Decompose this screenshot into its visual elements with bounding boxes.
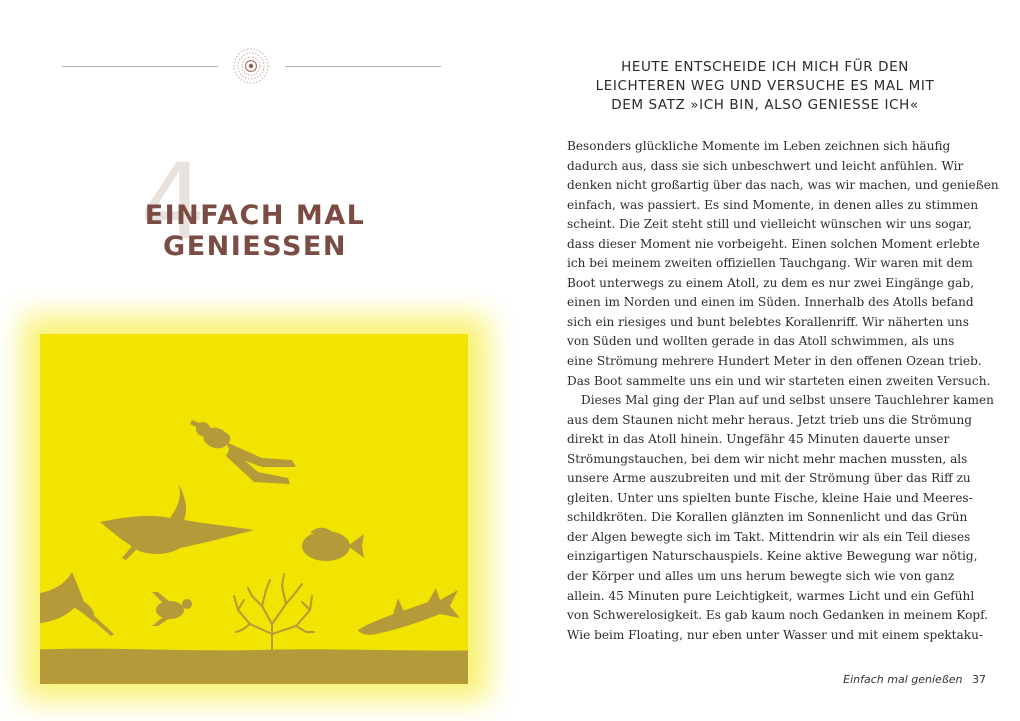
body-line: Besonders glückliche Momente im Leben zeichnen sich häufig	[567, 139, 951, 153]
body-line: Dieses Mal ging der Plan auf und selbst unsere Tauchlehrer kamen	[581, 393, 994, 408]
body-line: scheint. Die Zeit steht still und vielleicht wünschen wir uns sogar,	[567, 217, 972, 232]
top-rule-right	[285, 66, 441, 67]
chapter-title-line: EINFACH MAL	[144, 200, 366, 231]
body-line: denken nicht großartig über das nach, was wir machen, und genießen	[567, 178, 999, 193]
manta-ray-silhouette	[100, 484, 254, 560]
body-line: aus dem Staunen nicht mehr heraus. Jetzt trieb uns die Strömung	[567, 412, 972, 427]
body-line: Wie beim Floating, nur eben unter Wasser und mit einem spektaku-	[567, 627, 983, 642]
chapter-title-line: GENIESSEN	[163, 231, 347, 262]
sea-floor	[40, 649, 468, 684]
body-line: gleiten. Unter uns spielten bunte Fische, kleine Haie und Meeres-	[567, 490, 973, 505]
body-line: unsere Arme auszubreiten und mit der Strömung über das Riff zu	[567, 471, 971, 486]
body-line: Boot unterwegs zu einem Atoll, zu dem es nur zwei Eingänge gab,	[567, 275, 974, 290]
underwater-scene-svg	[40, 334, 468, 684]
body-line: schildkröten. Die Korallen glänzten im Sonnenlicht und das Grün	[567, 510, 968, 525]
body-line: sich ein riesiges und bunt belebtes Korallenriff. Wir näherten uns	[567, 314, 969, 329]
section-heading	[565, 58, 965, 115]
body-line: eine Strömung mehrere Hundert Meter in den offenen Ozean trieb.	[567, 354, 982, 369]
shark-silhouette	[358, 588, 460, 635]
body-line: dadurch aus, dass sie sich unbeschwert und leicht anfühlen. Wir	[567, 158, 964, 173]
body-line: von Schwerelosigkeit. Es gab kaum noch Gedanken in meinem Kopf.	[567, 608, 988, 623]
eagle-ray-silhouette	[40, 572, 114, 636]
body-line: Strömungstauchen, bei dem wir nicht mehr machen mussten, als	[567, 451, 968, 466]
ornament-icon	[232, 47, 270, 85]
heading-line: HEUTE ENTSCHEIDE ICH MICH FÜR DEN	[621, 59, 909, 75]
underwater-illustration	[40, 334, 468, 684]
top-rule-left	[62, 66, 218, 67]
running-title: Einfach mal genießen	[843, 673, 963, 686]
body-line: Das Boot sammelte uns ein und wir starteten einen zweiten Versuch.	[567, 373, 991, 388]
body-line: allein. 45 Minuten pure Leichtigkeit, warmes Licht und ein Gefühl	[567, 588, 975, 603]
body-line: von Süden und wollten gerade in das Atoll schwimmen, als uns	[567, 334, 955, 349]
turtle-silhouette	[152, 592, 192, 626]
body-line: der Körper und alles um uns herum bewegte sich wie von ganz	[567, 569, 955, 584]
body-line: dass dieser Moment nie vorbeigeht. Einen solchen Moment erlebte	[567, 236, 980, 251]
body-line: der Algen bewegte sich im Takt. Mittendrin wir als ein Teil dieses	[567, 529, 971, 544]
page-footer	[843, 673, 986, 686]
chapter-number: 4	[140, 141, 207, 263]
body-line: einzigartigen Naturschauspiels. Keine aktive Bewegung war nötig,	[567, 549, 978, 564]
body-line: einfach, was passiert. Es sind Momente, in denen alles zu stimmen	[567, 197, 979, 212]
page-number: 37	[972, 673, 986, 686]
coral-silhouette	[234, 574, 314, 652]
chapter-title	[130, 200, 380, 262]
heading-line: DEM SATZ »ICH BIN, ALSO GENIESSE ICH«	[611, 97, 919, 113]
body-line: einen im Norden und einen im Süden. Innerhalb des Atolls befand	[567, 295, 974, 310]
body-line: direkt in das Atoll hinein. Ungefähr 45 Minuten dauerte unser	[567, 432, 950, 447]
body-line: ich bei meinem zweiten offiziellen Tauchgang. Wir waren mit dem	[567, 256, 973, 271]
heading-line: LEICHTEREN WEG UND VERSUCHE ES MAL MIT	[595, 78, 935, 94]
fish-silhouette	[302, 528, 364, 561]
body-text	[567, 137, 999, 645]
diver-silhouette	[190, 420, 296, 484]
